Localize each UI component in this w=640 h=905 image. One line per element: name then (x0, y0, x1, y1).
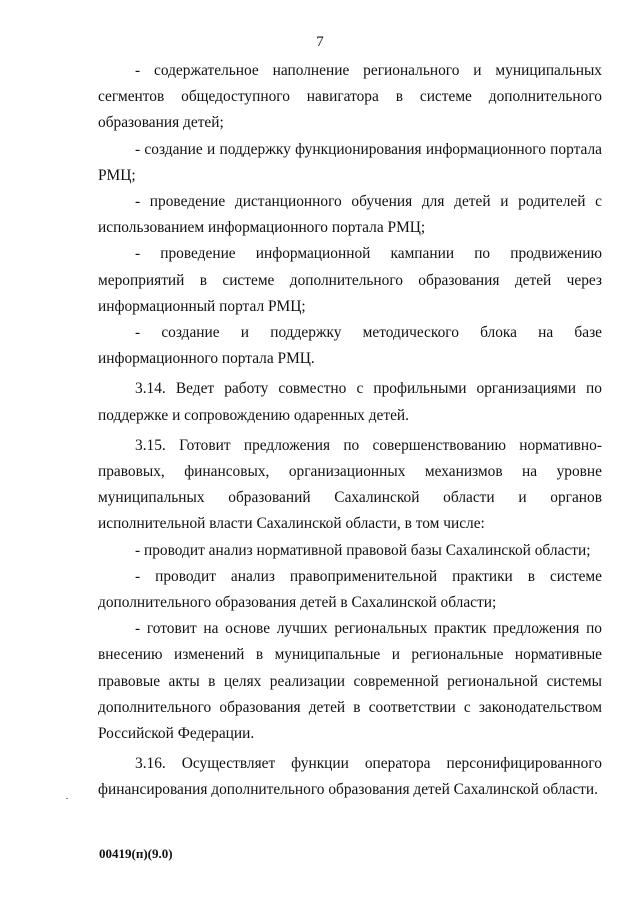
paragraph-distance-learning: - проведение дистанционного обучения для детей и родителей с использованием информационного портала РМЦ; (98, 193, 602, 237)
paragraph-portal-support: - создание и поддержку функционирования информационного портала РМЦ; (98, 140, 602, 184)
clause-3-14: 3.14. Ведет работу совместно с профильными организациями по поддержке и сопровождению одаренных детей. (98, 380, 602, 424)
paragraph-content-navigator: - содержательное наполнение регионального и муниципальных сегментов общедоступного навигатора в системе дополнительного образования детей; (98, 62, 602, 132)
scan-artifact (66, 798, 68, 799)
document-code: 00419(п)(9.0) (99, 846, 173, 861)
paragraph-info-campaign: - проведение информационной кампании по продвижению мероприятий в системе дополнительного образования детей через информационный портал РМЦ; (98, 245, 602, 315)
paragraph-practice-analysis: - проводит анализ правоприменительной практики в системе дополнительного образования детей в Сахалинской области; (98, 567, 602, 612)
paragraph-methodical-block: - создание и поддержку методического блока на базе информационного портала РМЦ. (98, 324, 602, 368)
clause-3-16: 3.16. Осуществляет функции оператора персонифицированного финансирования дополнительного образования детей Сахалинской области. (98, 755, 602, 799)
paragraph-regulatory-analysis: - проводит анализ нормативной правовой базы Сахалинской области; (135, 541, 591, 559)
document-body (98, 58, 602, 804)
paragraph-proposals: - готовит на основе лучших региональных практик предложения по внесению изменений в муниципальные и региональные нормативные правовые акты в целях реализации современной региональной системы дополнительного образования детей в соответствии с законодательством Российской Федерации. (98, 620, 602, 743)
clause-3-15: 3.15. Готовит предложения по совершенствованию нормативно-правовых, финансовых, организационных механизмов на уровне муниципальных образований Сахалинской области и органов исполнительной власти Сахалинской области, в том числе: (98, 436, 602, 533)
page-number: 7 (316, 34, 324, 50)
